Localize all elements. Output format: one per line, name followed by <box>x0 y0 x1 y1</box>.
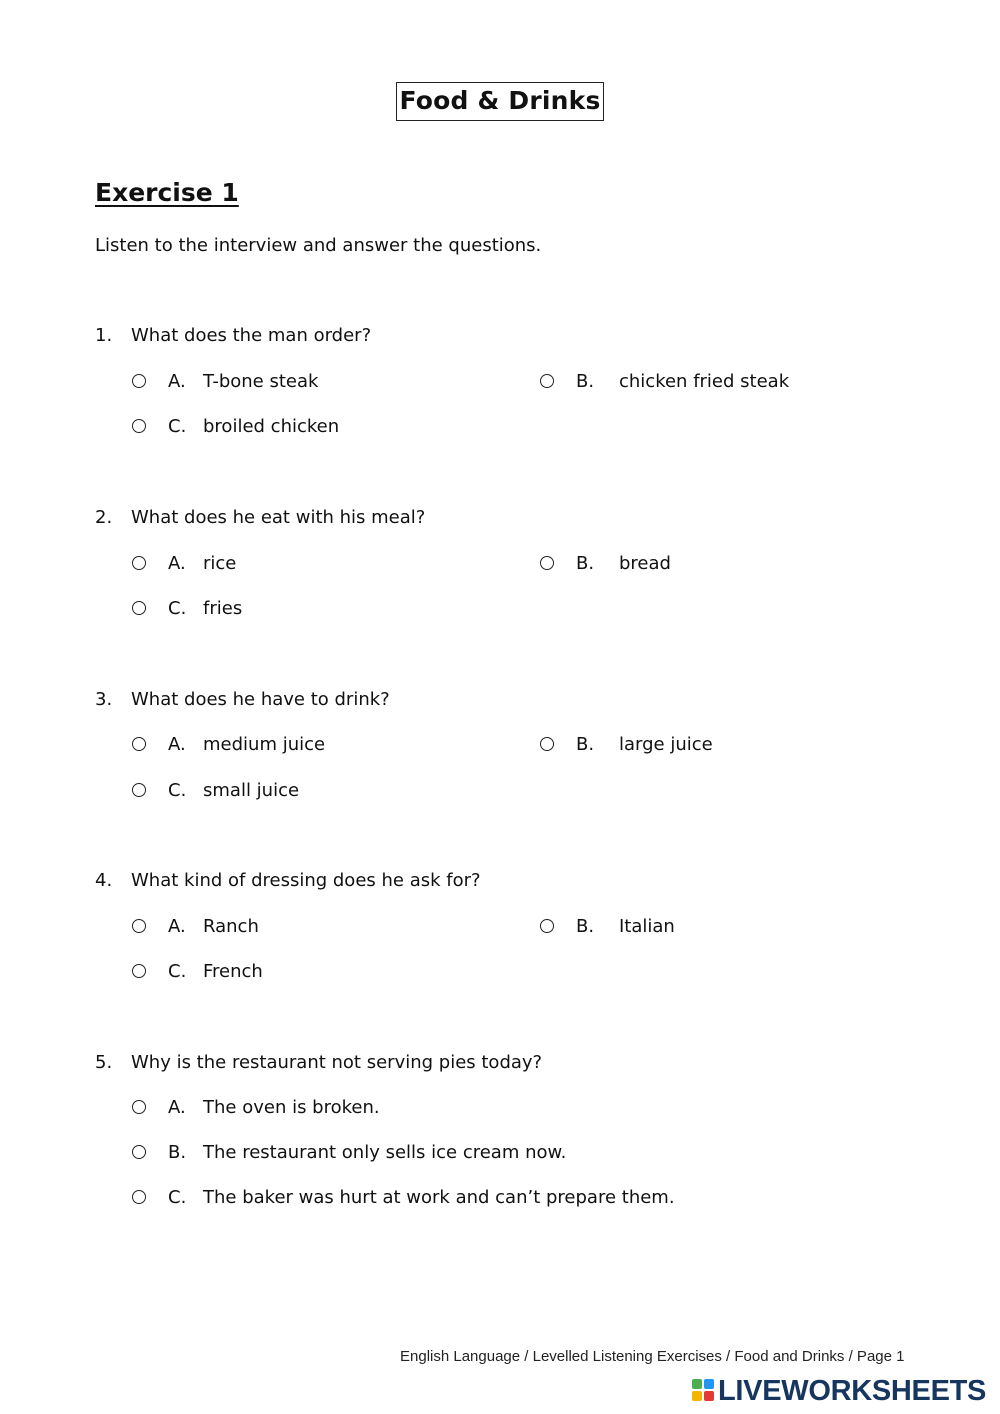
option-text: T-bone steak <box>203 371 319 392</box>
option-letter: B. <box>168 1142 187 1163</box>
question-line <box>95 1050 935 1076</box>
question-2 <box>95 505 935 625</box>
question-text: Why is the restaurant not serving pies today? <box>131 1052 543 1073</box>
radio-button-icon[interactable] <box>132 783 146 797</box>
option-letter: A. <box>168 371 186 392</box>
option-text: The baker was hurt at work and can’t prepare them. <box>203 1187 675 1208</box>
option-letter: A. <box>168 734 186 755</box>
exercise-instructions: Listen to the interview and answer the questions. <box>95 235 542 256</box>
option-text: rice <box>203 553 237 574</box>
option-text: medium juice <box>203 734 326 755</box>
page-title: Food & Drinks <box>396 82 603 121</box>
radio-button-icon[interactable] <box>132 556 146 570</box>
option-letter: A. <box>168 916 186 937</box>
option-text: bread <box>619 553 671 574</box>
option-letter: C. <box>168 598 187 619</box>
radio-button-icon[interactable] <box>540 374 554 388</box>
question-3 <box>95 687 935 807</box>
question-number: 5. <box>95 1052 113 1073</box>
option-text: broiled chicken <box>203 416 340 437</box>
liveworksheets-logo-icon <box>692 1379 714 1401</box>
question-line <box>95 323 935 349</box>
question-number: 3. <box>95 689 113 710</box>
exercise-heading: Exercise 1 <box>95 178 239 207</box>
question-line <box>95 868 935 894</box>
radio-button-icon[interactable] <box>132 374 146 388</box>
option-letter: A. <box>168 1097 186 1118</box>
option-text: small juice <box>203 780 300 801</box>
option-text: fries <box>203 598 243 619</box>
question-1 <box>95 323 935 443</box>
option-text: Ranch <box>203 916 259 937</box>
title-container <box>0 82 1000 121</box>
question-5 <box>95 1050 935 1220</box>
question-text: What does he have to drink? <box>131 689 390 710</box>
option-text: French <box>203 961 263 982</box>
radio-button-icon[interactable] <box>540 556 554 570</box>
question-line <box>95 687 935 713</box>
radio-button-icon[interactable] <box>132 1190 146 1204</box>
radio-button-icon[interactable] <box>132 1145 146 1159</box>
option-letter: C. <box>168 1187 187 1208</box>
question-text: What does he eat with his meal? <box>131 507 426 528</box>
option-letter: C. <box>168 961 187 982</box>
radio-button-icon[interactable] <box>132 601 146 615</box>
question-text: What does the man order? <box>131 325 372 346</box>
page-footer: English Language / Levelled Listening Exercises / Food and Drinks / Page 1 <box>400 1348 905 1365</box>
question-4 <box>95 868 935 988</box>
option-text: chicken fried steak <box>619 371 790 392</box>
radio-button-icon[interactable] <box>132 919 146 933</box>
question-line <box>95 505 935 531</box>
question-number: 1. <box>95 325 113 346</box>
option-text: large juice <box>619 734 713 755</box>
option-letter: B. <box>576 734 595 755</box>
option-text: The restaurant only sells ice cream now. <box>203 1142 567 1163</box>
option-text: The oven is broken. <box>203 1097 380 1118</box>
option-letter: B. <box>576 371 595 392</box>
option-text: Italian <box>619 916 675 937</box>
liveworksheets-brand[interactable] <box>692 1373 992 1409</box>
question-number: 4. <box>95 870 113 891</box>
radio-button-icon[interactable] <box>540 919 554 933</box>
radio-button-icon[interactable] <box>132 419 146 433</box>
option-letter: B. <box>576 916 595 937</box>
radio-button-icon[interactable] <box>540 737 554 751</box>
option-letter: C. <box>168 416 187 437</box>
question-text: What kind of dressing does he ask for? <box>131 870 481 891</box>
radio-button-icon[interactable] <box>132 737 146 751</box>
brand-name: LIVEWORKSHEETS <box>718 1375 987 1407</box>
option-letter: B. <box>576 553 595 574</box>
option-letter: C. <box>168 780 187 801</box>
radio-button-icon[interactable] <box>132 964 146 978</box>
radio-button-icon[interactable] <box>132 1100 146 1114</box>
option-letter: A. <box>168 553 186 574</box>
question-number: 2. <box>95 507 113 528</box>
